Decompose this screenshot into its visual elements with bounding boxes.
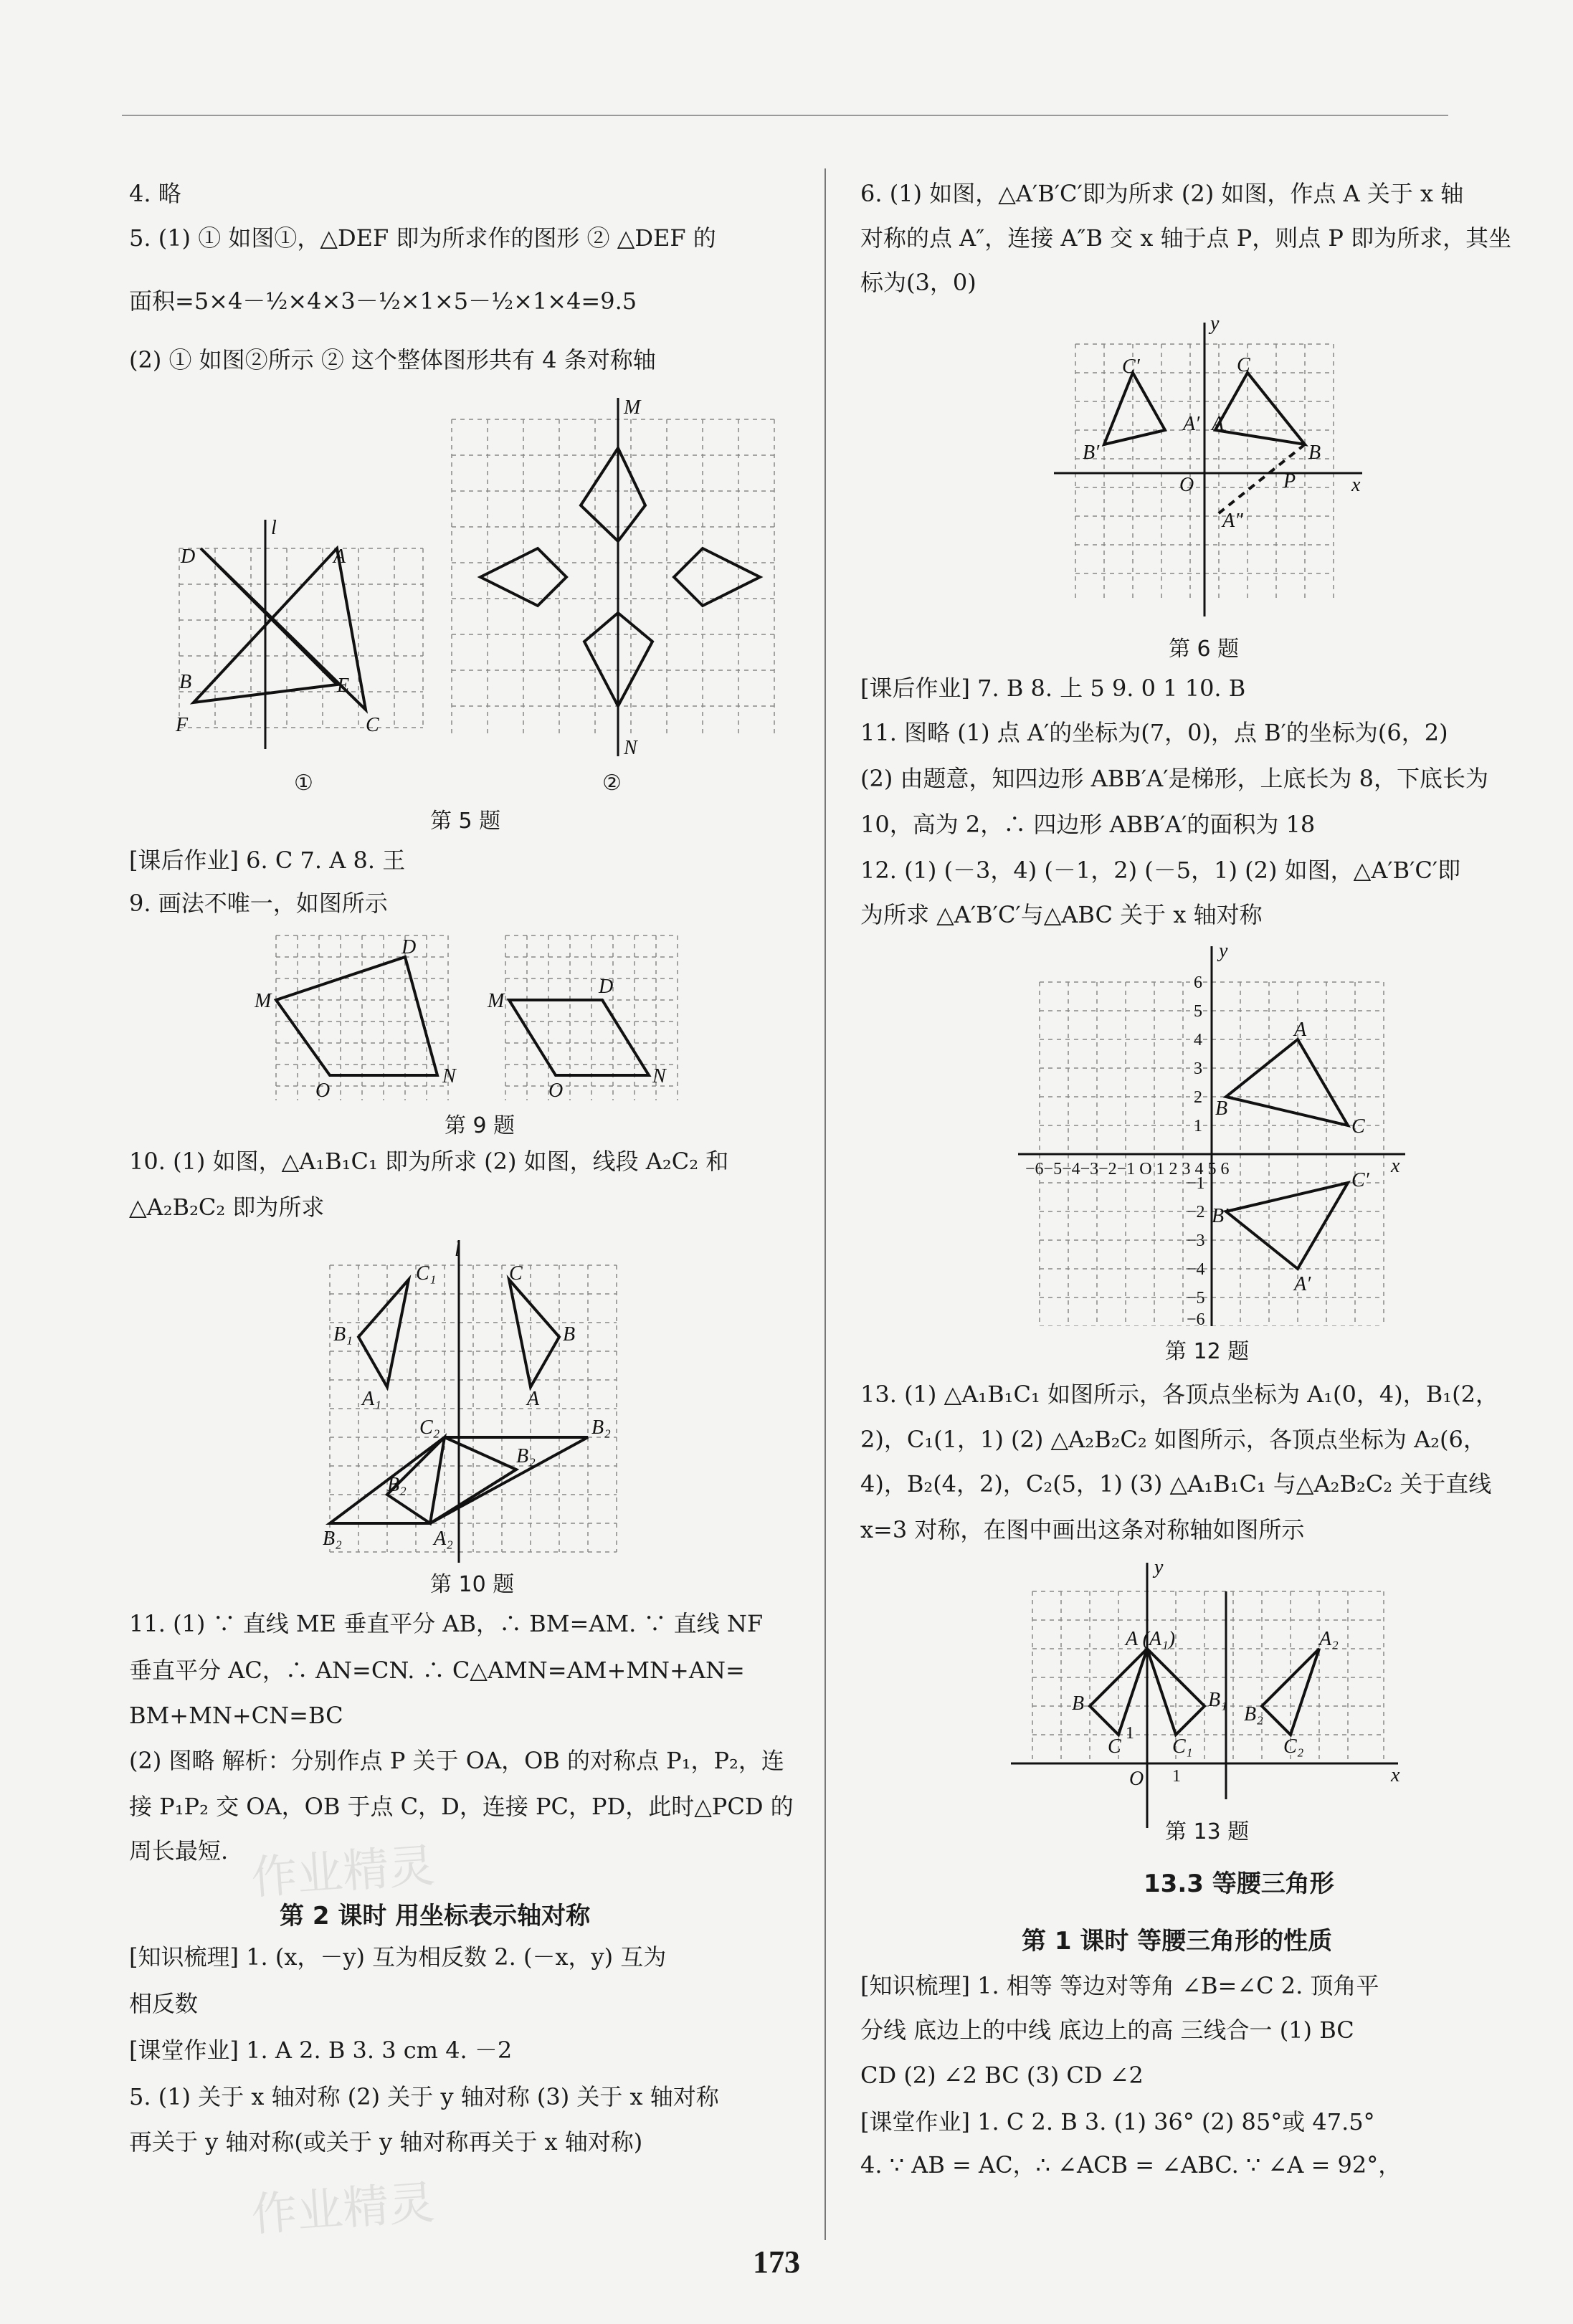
svg-text:B₂: B₂: [323, 1528, 342, 1550]
tri-ABC-6: [1215, 373, 1305, 444]
left-line-2: 5. (1) ① 如图①，△DEF 即为所求作的图形 ② △DEF 的: [129, 224, 716, 252]
svg-text:x: x: [1351, 474, 1361, 496]
kite-right: [674, 548, 760, 606]
right-line-8: 12. (1) (－3，4) (－1，2) (－5，1) (2) 如图，△A′B′C′即: [860, 857, 1461, 884]
left-line-3: 面积=5×4－½×4×3－½×1×5－½×1×4=9.5: [129, 287, 637, 315]
left-line-13: 接 P₁P₂ 交 OA，OB 于点 C，D，连接 PC，PD，此时△PCD 的: [129, 1793, 794, 1820]
svg-text:B: B: [563, 1323, 576, 1346]
svg-text:3: 3: [1194, 1059, 1202, 1078]
svg-text:2: 2: [1194, 1088, 1202, 1107]
right-line-17: [课堂作业] 1. C 2. B 3. (1) 36° (2) 85°或 47.5°: [860, 2108, 1375, 2135]
svg-text:M: M: [624, 398, 641, 419]
left-line-1: 4. 略: [129, 180, 181, 207]
right-line-5: 11. 图略 (1) 点 A′的坐标为(7，0)，点 B′的坐标为(6，2): [860, 719, 1448, 746]
left-line-12: (2) 图略 解析：分别作点 P 关于 OA，OB 的对称点 P₁，P₂，连: [129, 1747, 784, 1774]
caption-fig12: 第 12 题: [1165, 1339, 1250, 1364]
svg-text:A″: A″: [1222, 510, 1243, 532]
svg-text:−4: −4: [1187, 1260, 1205, 1279]
svg-text:B′: B′: [1083, 442, 1100, 464]
svg-text:6: 6: [1194, 973, 1202, 992]
svg-text:−6: −6: [1187, 1310, 1205, 1326]
tri-ABC-12: [1226, 1039, 1348, 1125]
caption-fig5: 第 5 题: [430, 809, 501, 834]
figure-5-1: [165, 513, 437, 749]
watermark-1: 作业精灵: [250, 1839, 437, 1905]
right-line-9: 为所求 △A′B′C′与△ABC 关于 x 轴对称: [860, 901, 1263, 928]
svg-text:E: E: [337, 675, 350, 697]
svg-text:M: M: [255, 990, 272, 1012]
left-line-10: 垂直平分 AC，∴ AN=CN. ∴ C△AMN=AM+MN+AN=: [129, 1657, 745, 1684]
svg-text:C₁: C₁: [416, 1262, 437, 1285]
svg-text:C: C: [509, 1262, 523, 1285]
svg-text:C: C: [1351, 1115, 1365, 1138]
svg-text:N: N: [442, 1065, 456, 1087]
caption-fig6: 第 6 题: [1169, 637, 1240, 662]
svg-text:l: l: [455, 1240, 460, 1261]
svg-text:x: x: [1391, 1155, 1400, 1177]
left-line-5: [课后作业] 6. C 7. A 8. 王: [129, 847, 406, 874]
column-divider: [824, 168, 826, 2240]
svg-text:A: A: [1212, 413, 1225, 435]
left-line-6: 9. 画法不唯一，如图所示: [129, 890, 388, 917]
svg-text:1: 1: [1172, 1767, 1181, 1786]
svg-text:O: O: [315, 1080, 331, 1102]
right-line-4: [课后作业] 7. B 8. 上 5 9. 0 1 10. B: [860, 675, 1246, 702]
right-line-3: 标为(3，0): [860, 269, 976, 296]
svg-text:F: F: [176, 714, 189, 736]
right-line-6: (2) 由题意，知四边形 ABB′A′是梯形，上底长为 8，下底长为: [860, 765, 1488, 792]
heading-lesson-1: 第 1 课时 等腰三角形的性质: [1022, 1927, 1333, 1956]
svg-text:x: x: [1391, 1764, 1400, 1786]
left-line-15: [知识梳理] 1. (x，－y) 互为相反数 2. (－x，y) 互为: [129, 1943, 667, 1971]
tri-A'B'C': [1104, 373, 1165, 444]
right-line-14: [知识梳理] 1. 相等 等边对等角 ∠B=∠C 2. 顶角平: [860, 1972, 1379, 1999]
svg-text:N: N: [652, 1065, 666, 1087]
svg-text:4: 4: [1194, 1031, 1202, 1049]
left-line-16: 相反数: [129, 1990, 199, 2017]
right-line-1: 6. (1) 如图，△A′B′C′即为所求 (2) 如图，作点 A 关于 x 轴: [860, 180, 1464, 207]
right-line-15: 分线 底边上的中线 底边上的高 三线合一 (1) BC: [860, 2016, 1354, 2044]
svg-text:−5: −5: [1187, 1289, 1205, 1308]
svg-text:B′: B′: [1212, 1205, 1229, 1227]
svg-text:1: 1: [1194, 1117, 1202, 1135]
top-rule: [122, 115, 1448, 116]
caption-fig10: 第 10 题: [430, 1572, 515, 1597]
svg-text:C₂: C₂: [419, 1416, 440, 1439]
figure-6: [1047, 308, 1377, 624]
svg-text:C′: C′: [1351, 1169, 1369, 1191]
svg-text:C₁: C₁: [1172, 1735, 1193, 1758]
left-line-11: BM+MN+CN=BC: [129, 1702, 343, 1729]
svg-text:B: B: [1308, 442, 1321, 464]
right-line-7: 10，高为 2，∴ 四边形 ABB′A′的面积为 18: [860, 811, 1316, 838]
figure-10: [315, 1240, 631, 1563]
right-line-11: 2)，C₁(1，1) (2) △A₂B₂C₂ 如图所示，各顶点坐标为 A₂(6，: [860, 1426, 1486, 1453]
svg-text:B₂: B₂: [387, 1474, 407, 1496]
svg-text:5: 5: [1194, 1002, 1202, 1021]
svg-text:B₂: B₂: [516, 1445, 536, 1467]
left-line-14: 周长最短.: [129, 1837, 229, 1865]
svg-text:B: B: [1215, 1097, 1228, 1120]
right-line-16: CD (2) ∠2 BC (3) CD ∠2: [860, 2062, 1144, 2089]
svg-text:−6−5−4−3−2−1 O 1 2 3 4 5 6: −6−5−4−3−2−1 O 1 2 3 4 5 6: [1025, 1160, 1230, 1178]
left-line-19: 再关于 y 轴对称(或关于 y 轴对称再关于 x 轴对称): [129, 2128, 643, 2156]
svg-text:1: 1: [1126, 1724, 1134, 1743]
right-line-18: 4. ∵ AB = AC，∴ ∠ACB = ∠ABC. ∵ ∠A = 92°，: [860, 2151, 1402, 2178]
svg-text:A′: A′: [1294, 1273, 1311, 1295]
svg-text:D: D: [401, 936, 417, 958]
svg-text:B: B: [1072, 1692, 1085, 1715]
right-line-12: 4)，B₂(4，2)，C₂(5，1) (3) △A₁B₁C₁ 与△A₂B₂C₂ 关于直线: [860, 1470, 1492, 1497]
svg-text:A: A: [1294, 1019, 1307, 1041]
svg-text:C: C: [366, 714, 379, 736]
caption-fig13: 第 13 题: [1165, 1819, 1250, 1844]
svg-text:D: D: [181, 546, 196, 568]
svg-text:A′: A′: [1183, 413, 1200, 435]
svg-text:A₁: A₁: [362, 1388, 381, 1410]
left-line-7: 10. (1) 如图，△A₁B₁C₁ 即为所求 (2) 如图，线段 A₂C₂ 和: [129, 1148, 729, 1175]
svg-text:A₂: A₂: [1319, 1628, 1339, 1650]
svg-text:A (A₁): A (A₁): [1126, 1628, 1176, 1650]
figure-9: [255, 928, 699, 1108]
left-line-17: [课堂作业] 1. A 2. B 3. 3 cm 4. －2: [129, 2037, 513, 2064]
svg-text:C′: C′: [1122, 356, 1140, 378]
page-number: 173: [753, 2244, 800, 2280]
svg-text:l: l: [271, 517, 277, 539]
svg-text:N: N: [624, 737, 637, 756]
figure-12: [1011, 939, 1412, 1326]
left-line-4: (2) ① 如图②所示 ② 这个整体图形共有 4 条对称轴: [129, 346, 656, 373]
figure-13: [1011, 1556, 1412, 1828]
tri-A'B'C'-12: [1226, 1183, 1348, 1269]
svg-text:B: B: [179, 671, 192, 693]
svg-text:O: O: [548, 1080, 564, 1102]
svg-text:−1: −1: [1187, 1174, 1205, 1193]
svg-text:−2: −2: [1187, 1203, 1205, 1221]
watermark-2: 作业精灵: [250, 2176, 437, 2242]
tri-ABC: [509, 1280, 559, 1387]
right-line-13: x=3 对称，在图中画出这条对称轴如图所示: [860, 1516, 1305, 1543]
svg-text:B₂: B₂: [1244, 1703, 1263, 1725]
left-line-18: 5. (1) 关于 x 轴对称 (2) 关于 y 轴对称 (3) 关于 x 轴对称: [129, 2083, 719, 2110]
svg-text:O: O: [1129, 1768, 1144, 1790]
svg-text:B₂: B₂: [591, 1416, 611, 1439]
svg-text:D: D: [599, 976, 614, 998]
caption-sub2: ②: [602, 771, 622, 796]
svg-text:B₁: B₁: [333, 1323, 353, 1346]
svg-text:C: C: [1237, 354, 1250, 376]
svg-text:O: O: [1179, 474, 1194, 496]
left-line-9: 11. (1) ∵ 直线 ME 垂直平分 AB，∴ BM=AM. ∵ 直线 NF: [129, 1610, 764, 1637]
svg-text:A₂: A₂: [434, 1528, 453, 1550]
svg-text:y: y: [1210, 313, 1220, 335]
figure-5-2: [445, 398, 789, 756]
quad-9a: [276, 957, 437, 1075]
right-line-2: 对称的点 A″，连接 A″B 交 x 轴于点 P，则点 P 即为所求，其坐: [860, 224, 1512, 252]
left-line-8: △A₂B₂C₂ 即为所求: [129, 1194, 325, 1221]
svg-text:C₂: C₂: [1283, 1735, 1304, 1758]
svg-text:−3: −3: [1187, 1232, 1205, 1250]
svg-text:A: A: [333, 546, 346, 568]
svg-text:P: P: [1283, 470, 1296, 492]
svg-text:y: y: [1219, 940, 1228, 962]
right-line-10: 13. (1) △A₁B₁C₁ 如图所示，各顶点坐标为 A₁(0，4)，B₁(2，: [860, 1381, 1498, 1408]
svg-text:y: y: [1154, 1556, 1164, 1578]
section-13-3: 13.3 等腰三角形: [1144, 1870, 1334, 1898]
caption-sub1: ①: [294, 771, 313, 796]
caption-fig9: 第 9 题: [445, 1113, 515, 1138]
tri-A1B1C1: [358, 1280, 409, 1387]
heading-lesson-2: 第 2 课时 用坐标表示轴对称: [280, 1902, 591, 1930]
svg-text:C: C: [1108, 1735, 1121, 1758]
svg-text:M: M: [488, 990, 505, 1012]
svg-text:A: A: [527, 1388, 540, 1410]
svg-text:B₁: B₁: [1208, 1689, 1227, 1711]
